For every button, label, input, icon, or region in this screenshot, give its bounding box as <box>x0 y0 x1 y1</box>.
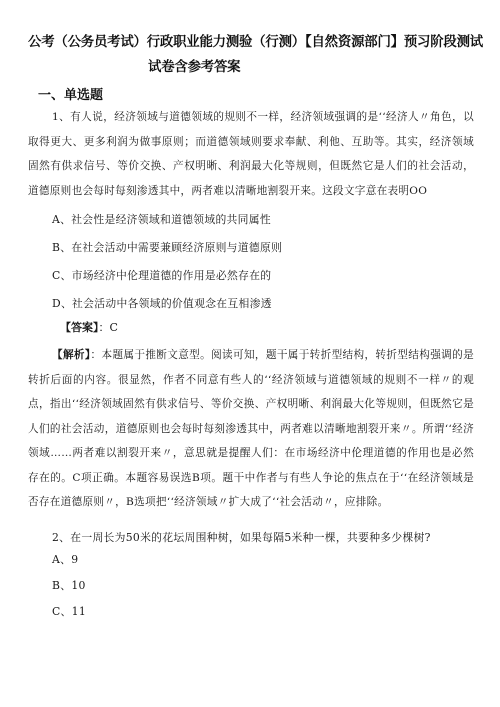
question-1-answer <box>60 319 118 335</box>
question-1-option-d: D、社会活动中各领域的价值观念在互相渗透 <box>52 297 272 310</box>
answer-label: 【答案】 <box>60 321 99 334</box>
document-title-line2: 试卷含参考答案 <box>148 60 241 75</box>
question-1-option-c: C、市场经济中伦理道德的作用是必然存在的 <box>52 269 272 282</box>
analysis-label: 【解析】 <box>52 349 91 361</box>
question-2-option-b: B、10 <box>52 579 86 592</box>
question-1-option-b: B、在社会活动中需要兼顾经济原则与道德原则 <box>52 241 283 254</box>
analysis-text: ：本题属于推断文意型。阅读可知，题干属于转折型结构，转折型结构强调的是转折后面的内容。很显然，作者不同意有些人的‘‘经济领域与道德领域的规则不一样〃的观点，指出‘‘经济领域固然有供求信号、等价交换、产权明晰、利润最大化等规则，但既然它是人们的社会活动，道德原则也会每时每刻渗透其中，两者难以清晰地割裂开来〃。所谓‘‘经济领域……两者难以割裂开来〃，意思就是提醒人们：在市场经济中伦理道德的作用也是必然存在的。C项正确。本题容易误选B项。题干中作者与有些人争论的焦点在于‘‘在经济领域是否存在道德原则〃，B选项把‘‘经济领域〃扩大成了‘‘社会活动〃，应排除。 <box>28 349 474 508</box>
question-2-option-c: C、11 <box>52 605 86 618</box>
question-1-stem: 1、有人说，经济领域与道德领域的规则不一样，经济领域强调的是‘‘经济人〃角色，以取得更大、更多利润为做事原则；而道德领域则要求奉献、利他、互助等。其实，经济领域固然有供求信号、等价交换、产权明晰、利润最大化等规则，但既然它是人们的社会活动，道德原则也会每时每刻渗透其中，两者难以清晰地割裂开来。这段文字意在表明OO <box>28 111 474 197</box>
answer-value: ：C <box>98 321 118 334</box>
section-heading: 一、单选题 <box>38 88 104 103</box>
document-title-line1: 公考（公务员考试）行政职业能力测验（行测）【自然资源部门】预习阶段测试 <box>28 35 483 50</box>
question-1-analysis <box>28 343 474 515</box>
question-2-option-a: A、9 <box>52 553 79 566</box>
question-1-option-a: A、社会性是经济领域和道德领域的共同属性 <box>52 213 271 226</box>
question-2-stem: 2、在一周长为50米的花坛周围种树，如果每隔5米种一棵，共要种多少棵树? <box>52 531 431 544</box>
